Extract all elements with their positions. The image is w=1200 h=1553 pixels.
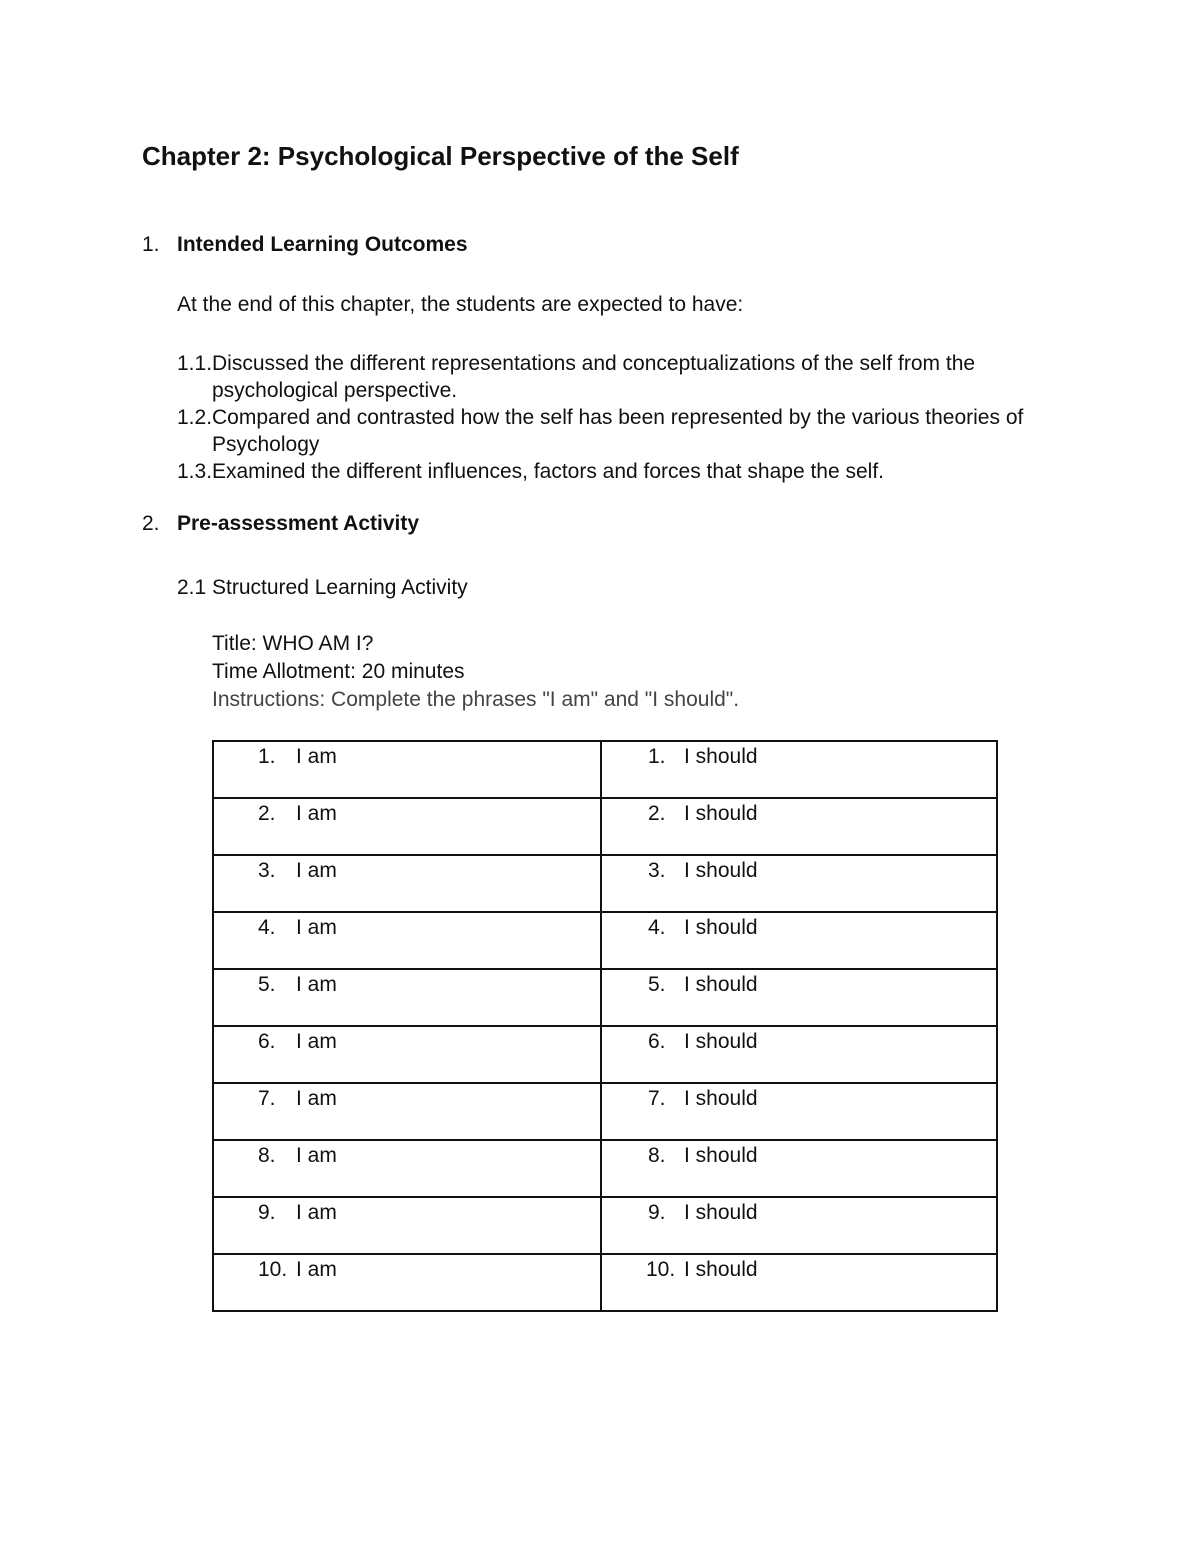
item-phrase: I am (296, 745, 337, 768)
item-number: 4. (258, 916, 276, 939)
outcome-number: 1.3. (177, 460, 213, 483)
outcome-number: 1.1. (177, 352, 213, 375)
page-title: Chapter 2: Psychological Perspective of the Self (142, 141, 739, 171)
item-number: 8. (648, 1144, 666, 1167)
item-phrase: I should (684, 1144, 758, 1167)
instructions: Instructions: Complete the phrases "I am" and "I should". (212, 688, 740, 711)
item-number: 3. (258, 859, 276, 882)
item-phrase: I should (684, 859, 758, 882)
item-number: 5. (648, 973, 666, 996)
item-phrase: I am (296, 973, 337, 996)
section-1-number: 1. (142, 233, 160, 256)
item-number: 8. (258, 1144, 276, 1167)
item-phrase: I am (296, 802, 337, 825)
time-allotment: Time Allotment: 20 minutes (212, 660, 465, 683)
item-number: 4. (648, 916, 666, 939)
activity-title: Title: WHO AM I? (212, 632, 374, 655)
item-phrase: I am (296, 1201, 337, 1224)
section-2-heading: Pre-assessment Activity (177, 512, 420, 535)
item-phrase: I should (684, 1087, 758, 1110)
table-row (213, 1026, 997, 1083)
i-should-cell (601, 969, 997, 1026)
item-phrase: I am (296, 1258, 337, 1281)
item-number: 2. (648, 802, 666, 825)
item-phrase: I should (684, 1030, 758, 1053)
item-phrase: I should (684, 916, 758, 939)
i-should-cell (601, 912, 997, 969)
section-1-intro: At the end of this chapter, the students are expected to have: (177, 293, 744, 316)
outcome-number: 1.2. (177, 406, 213, 429)
outcome-text: Discussed the different representations and conceptualizations of the self from the psychological perspective. (212, 352, 976, 402)
i-am-cell (213, 1254, 601, 1311)
item-phrase: I should (684, 973, 758, 996)
i-should-cell (601, 1140, 997, 1197)
table-row (213, 798, 997, 855)
section-2-number: 2. (142, 512, 160, 535)
section-1-heading: Intended Learning Outcomes (177, 233, 468, 256)
table-row (213, 855, 997, 912)
i-am-cell (213, 1197, 601, 1254)
table-row (213, 1254, 997, 1311)
section-2-subheading: 2.1 Structured Learning Activity (177, 576, 468, 599)
i-am-cell (213, 741, 601, 798)
item-number: 7. (258, 1087, 276, 1110)
table-row (213, 969, 997, 1026)
i-should-cell (601, 1197, 997, 1254)
i-am-cell (213, 969, 601, 1026)
item-phrase: I should (684, 802, 758, 825)
item-number: 7. (648, 1087, 666, 1110)
item-phrase: I should (684, 1258, 758, 1281)
i-am-cell (213, 912, 601, 969)
table-row (213, 1197, 997, 1254)
activity-table (212, 740, 998, 1312)
i-am-cell (213, 1140, 601, 1197)
outcome-text: Examined the different influences, factors and forces that shape the self. (212, 460, 885, 483)
item-number: 1. (258, 745, 276, 768)
i-should-cell (601, 1083, 997, 1140)
item-number: 10. (646, 1258, 676, 1281)
item-number: 6. (258, 1030, 276, 1053)
i-should-cell (601, 1254, 997, 1311)
i-should-cell (601, 741, 997, 798)
item-number: 3. (648, 859, 666, 882)
item-number: 10. (258, 1258, 288, 1281)
item-phrase: I am (296, 1087, 337, 1110)
i-am-cell (213, 1026, 601, 1083)
item-number: 5. (258, 973, 276, 996)
i-am-cell (213, 1083, 601, 1140)
item-number: 9. (258, 1201, 276, 1224)
i-am-cell (213, 798, 601, 855)
i-should-cell (601, 855, 997, 912)
item-number: 9. (648, 1201, 666, 1224)
item-number: 2. (258, 802, 276, 825)
table-row (213, 741, 997, 798)
i-am-cell (213, 855, 601, 912)
table-row (213, 1083, 997, 1140)
item-phrase: I should (684, 1201, 758, 1224)
outcome-text: Compared and contrasted how the self has been represented by the various theories of Psychology (212, 406, 1024, 456)
item-phrase: I should (684, 745, 758, 768)
item-phrase: I am (296, 859, 337, 882)
i-should-cell (601, 1026, 997, 1083)
table-row (213, 912, 997, 969)
item-phrase: I am (296, 916, 337, 939)
table-row (213, 1140, 997, 1197)
item-phrase: I am (296, 1144, 337, 1167)
item-number: 6. (648, 1030, 666, 1053)
i-should-cell (601, 798, 997, 855)
item-phrase: I am (296, 1030, 337, 1053)
item-number: 1. (648, 745, 666, 768)
